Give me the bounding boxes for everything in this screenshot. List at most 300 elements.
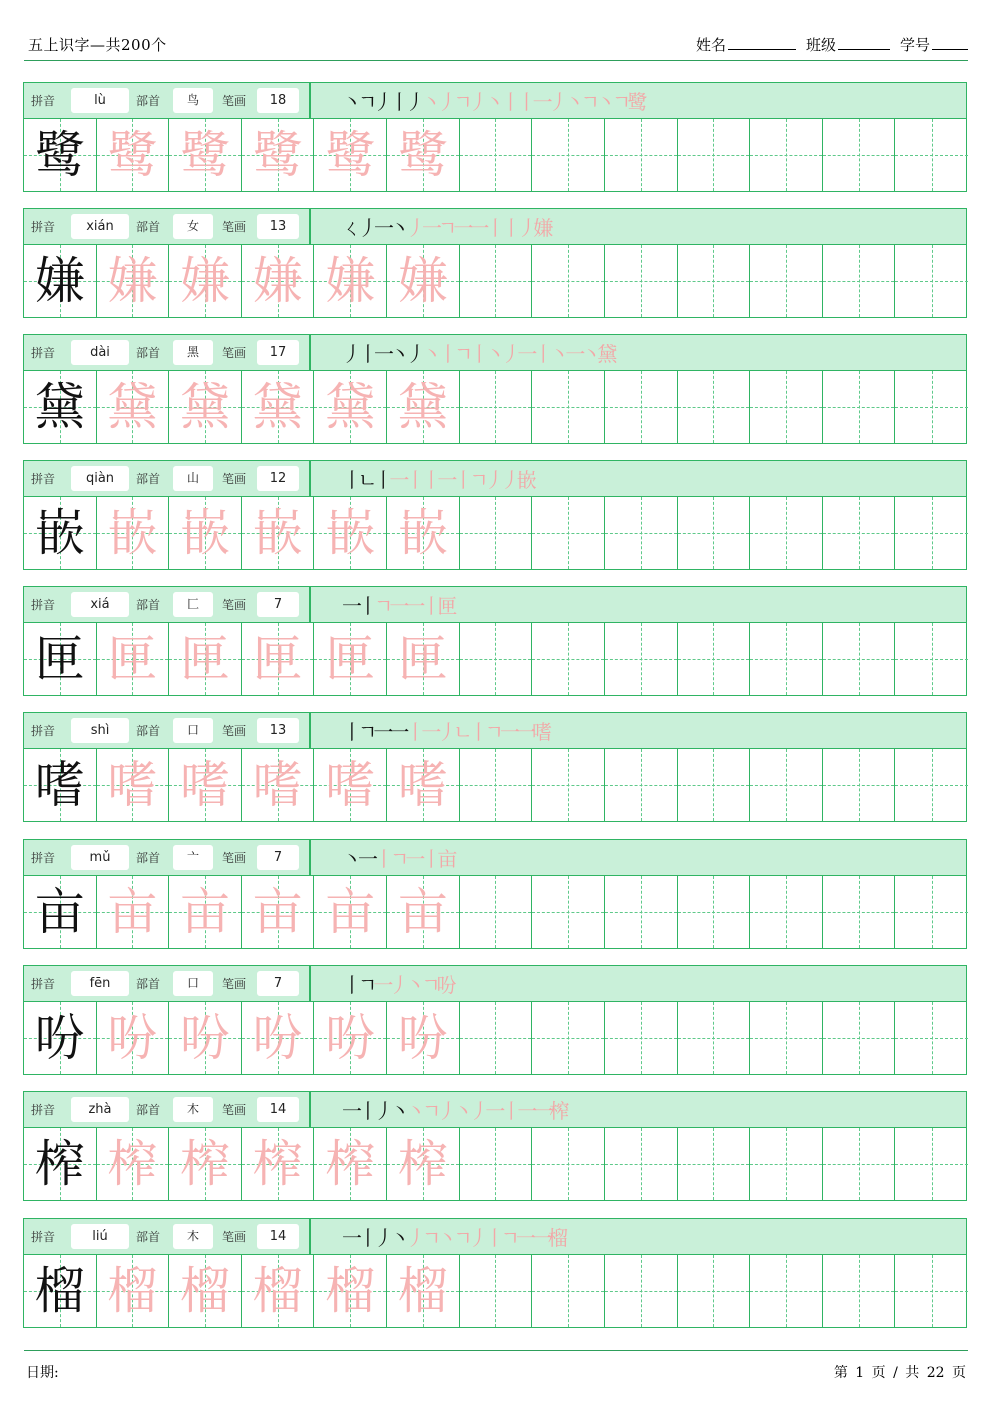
grid-guide-horizontal <box>678 912 750 913</box>
grid-guide-horizontal <box>460 785 532 786</box>
model-character: 榴 <box>34 1262 85 1320</box>
info-divider <box>309 1092 311 1127</box>
trace-character-cell <box>314 119 387 191</box>
trace-character-cell <box>169 1255 242 1327</box>
writing-grid <box>24 371 966 443</box>
blank-practice-cell[interactable] <box>678 119 751 191</box>
blank-practice-cell[interactable] <box>460 1128 533 1200</box>
stroke-count-label: 笔画 <box>222 1230 247 1244</box>
blank-practice-cell[interactable] <box>750 371 823 443</box>
trace-character: 匣 <box>107 630 158 688</box>
model-character-cell <box>24 876 97 948</box>
trace-character-cell <box>387 371 460 443</box>
writing-grid <box>24 119 966 191</box>
trace-character-cell <box>314 497 387 569</box>
blank-practice-cell[interactable] <box>532 119 605 191</box>
blank-practice-cell[interactable] <box>605 1002 678 1074</box>
blank-practice-cell[interactable] <box>678 1255 751 1327</box>
blank-practice-cell[interactable] <box>823 1002 896 1074</box>
character-block <box>23 208 967 318</box>
blank-practice-cell[interactable] <box>895 245 968 317</box>
blank-practice-cell[interactable] <box>823 876 896 948</box>
blank-practice-cell[interactable] <box>750 245 823 317</box>
trace-character: 吩 <box>252 1009 303 1067</box>
blank-practice-cell[interactable] <box>460 876 533 948</box>
blank-practice-cell[interactable] <box>460 749 533 821</box>
trace-character: 黛 <box>180 378 231 436</box>
grid-guide-horizontal <box>823 1038 895 1039</box>
trace-character: 榴 <box>397 1262 448 1320</box>
grid-guide-horizontal <box>678 785 750 786</box>
blank-practice-cell[interactable] <box>750 497 823 569</box>
trace-character-cell <box>97 876 170 948</box>
model-character: 榨 <box>34 1135 85 1193</box>
grid-guide-horizontal <box>750 785 822 786</box>
grid-guide-horizontal <box>605 659 677 660</box>
stroke-order-sequence: 丶一丨ㄱ一丨亩 <box>342 847 454 871</box>
pinyin-value: shì <box>71 718 129 743</box>
trace-character: 榴 <box>107 1262 158 1320</box>
trace-character: 榨 <box>325 1135 376 1193</box>
trace-character-cell <box>387 623 460 695</box>
pinyin-value: dài <box>71 340 129 365</box>
radical-label: 部首 <box>136 598 161 612</box>
blank-practice-cell[interactable] <box>605 119 678 191</box>
trace-character: 亩 <box>252 883 303 941</box>
grid-guide-horizontal <box>895 281 968 282</box>
stroke-count-label: 笔画 <box>222 220 247 234</box>
pinyin-label: 拼音 <box>31 472 56 486</box>
trace-character-cell <box>242 371 315 443</box>
grid-guide-horizontal <box>605 1164 677 1165</box>
blank-practice-cell[interactable] <box>678 876 751 948</box>
writing-grid <box>24 245 966 317</box>
trace-character: 嫌 <box>325 252 376 310</box>
blank-practice-cell[interactable] <box>460 245 533 317</box>
trace-character: 嗜 <box>180 756 231 814</box>
trace-character: 吩 <box>397 1009 448 1067</box>
trace-character-cell <box>314 876 387 948</box>
stroke-count-label: 笔画 <box>222 1103 247 1117</box>
blank-practice-cell[interactable] <box>895 497 968 569</box>
pinyin-value: xiá <box>71 592 129 617</box>
blank-practice-cell[interactable] <box>532 623 605 695</box>
character-block <box>23 839 967 949</box>
stroke-count-label: 笔画 <box>222 472 247 486</box>
grid-guide-horizontal <box>532 912 604 913</box>
grid-guide-horizontal <box>460 155 532 156</box>
trace-character-cell <box>314 1255 387 1327</box>
blank-practice-cell[interactable] <box>750 1255 823 1327</box>
blank-practice-cell[interactable] <box>678 1002 751 1074</box>
info-divider <box>309 83 311 118</box>
trace-character-cell <box>242 119 315 191</box>
info-divider <box>309 335 311 370</box>
character-block <box>23 82 967 192</box>
stroke-count-value: 13 <box>257 718 299 743</box>
blank-practice-cell[interactable] <box>532 876 605 948</box>
grid-guide-horizontal <box>460 659 532 660</box>
blank-practice-cell[interactable] <box>750 623 823 695</box>
stroke-count-label: 笔画 <box>222 598 247 612</box>
radical-value: 口 <box>173 971 213 996</box>
blank-practice-cell[interactable] <box>460 1002 533 1074</box>
blank-practice-cell[interactable] <box>895 749 968 821</box>
grid-guide-horizontal <box>823 533 895 534</box>
character-block <box>23 1091 967 1201</box>
trace-character-cell <box>97 497 170 569</box>
trace-character: 嗜 <box>252 756 303 814</box>
stroke-order-sequence: ㄑ丿一丶丿一ㄱ一一丨丨丿嫌 <box>342 216 550 240</box>
trace-character: 嗜 <box>107 756 158 814</box>
writing-grid <box>24 1002 966 1074</box>
grid-guide-horizontal <box>532 155 604 156</box>
trace-character: 亩 <box>107 883 158 941</box>
student-info-fields <box>696 34 968 55</box>
grid-guide-horizontal <box>823 1291 895 1292</box>
trace-character-cell <box>169 119 242 191</box>
model-character: 嫌 <box>34 252 85 310</box>
stroke-count-value: 7 <box>257 845 299 870</box>
blank-practice-cell[interactable] <box>460 119 533 191</box>
name-blank[interactable] <box>728 35 796 50</box>
character-block <box>23 586 967 696</box>
trace-character: 匣 <box>180 630 231 688</box>
trace-character-cell <box>97 119 170 191</box>
trace-character-cell <box>242 623 315 695</box>
trace-character-cell <box>242 749 315 821</box>
trace-character-cell <box>169 1002 242 1074</box>
grid-guide-horizontal <box>460 407 532 408</box>
page-number: 第 1 页 / 共 22 页 <box>833 1365 966 1381</box>
blank-practice-cell[interactable] <box>750 1002 823 1074</box>
pinyin-value: fēn <box>71 971 129 996</box>
blank-practice-cell[interactable] <box>605 497 678 569</box>
stroke-count-value: 13 <box>257 214 299 239</box>
blank-practice-cell[interactable] <box>895 1002 968 1074</box>
radical-value: 黑 <box>173 340 213 365</box>
blank-practice-cell[interactable] <box>895 876 968 948</box>
trace-character: 榨 <box>252 1135 303 1193</box>
character-info-bar <box>24 335 966 371</box>
trace-character-cell <box>387 1002 460 1074</box>
trace-character: 匣 <box>252 630 303 688</box>
radical-label: 部首 <box>136 977 161 991</box>
trace-character: 榨 <box>180 1135 231 1193</box>
stroke-count-label: 笔画 <box>222 346 247 360</box>
trace-character: 亩 <box>397 883 448 941</box>
model-character-cell <box>24 245 97 317</box>
trace-character-cell <box>169 1128 242 1200</box>
radical-label: 部首 <box>136 724 161 738</box>
grid-guide-horizontal <box>532 1291 604 1292</box>
writing-grid <box>24 749 966 821</box>
pinyin-label: 拼音 <box>31 598 56 612</box>
character-info-bar <box>24 209 966 245</box>
trace-character-cell <box>314 245 387 317</box>
info-divider <box>309 587 311 622</box>
blank-practice-cell[interactable] <box>460 497 533 569</box>
page-header <box>24 28 968 61</box>
blank-practice-cell[interactable] <box>678 749 751 821</box>
blank-practice-cell[interactable] <box>823 497 896 569</box>
number-blank[interactable] <box>932 35 968 50</box>
trace-character-cell <box>97 371 170 443</box>
model-character-cell <box>24 371 97 443</box>
trace-character: 嵌 <box>107 504 158 562</box>
blank-practice-cell[interactable] <box>895 371 968 443</box>
blank-practice-cell[interactable] <box>605 1128 678 1200</box>
character-block <box>23 965 967 1075</box>
grid-guide-horizontal <box>895 1164 968 1165</box>
grid-guide-horizontal <box>678 1291 750 1292</box>
trace-character-cell <box>169 497 242 569</box>
info-divider <box>309 209 311 244</box>
writing-grid <box>24 623 966 695</box>
grid-guide-horizontal <box>460 1164 532 1165</box>
grid-guide-horizontal <box>460 1038 532 1039</box>
trace-character-cell <box>242 876 315 948</box>
stroke-order-sequence: 丿丨一丶丿丶丨ㄱ丨丶丿一丨丶一丶黛 <box>342 342 614 366</box>
radical-label: 部首 <box>136 1230 161 1244</box>
grid-guide-horizontal <box>823 785 895 786</box>
grid-guide-horizontal <box>823 659 895 660</box>
writing-grid <box>24 1255 966 1327</box>
trace-character-cell <box>387 1255 460 1327</box>
grid-guide-horizontal <box>895 407 968 408</box>
stroke-count-label: 笔画 <box>222 977 247 991</box>
blank-practice-cell[interactable] <box>823 371 896 443</box>
grid-guide-horizontal <box>895 912 968 913</box>
trace-character-cell <box>97 749 170 821</box>
radical-label: 部首 <box>136 94 161 108</box>
blank-practice-cell[interactable] <box>605 623 678 695</box>
radical-label: 部首 <box>136 472 161 486</box>
trace-character: 榴 <box>252 1262 303 1320</box>
writing-grid <box>24 1128 966 1200</box>
stroke-count-value: 17 <box>257 340 299 365</box>
character-info-bar <box>24 1092 966 1128</box>
blank-practice-cell[interactable] <box>823 623 896 695</box>
radical-label: 部首 <box>136 1103 161 1117</box>
trace-character-cell <box>314 749 387 821</box>
blank-practice-cell[interactable] <box>532 749 605 821</box>
trace-character: 鹭 <box>397 126 448 184</box>
grid-guide-horizontal <box>750 659 822 660</box>
blank-practice-cell[interactable] <box>678 1128 751 1200</box>
pinyin-label: 拼音 <box>31 1230 56 1244</box>
radical-value: 女 <box>173 214 213 239</box>
grid-guide-horizontal <box>750 1038 822 1039</box>
grid-guide-horizontal <box>605 912 677 913</box>
stroke-count-label: 笔画 <box>222 724 247 738</box>
character-block <box>23 334 967 444</box>
blank-practice-cell[interactable] <box>895 623 968 695</box>
blank-practice-cell[interactable] <box>678 623 751 695</box>
grid-guide-horizontal <box>460 1291 532 1292</box>
blank-practice-cell[interactable] <box>895 119 968 191</box>
grid-guide-horizontal <box>532 281 604 282</box>
model-character-cell <box>24 497 97 569</box>
pinyin-label: 拼音 <box>31 346 56 360</box>
info-divider <box>309 966 311 1001</box>
trace-character: 鹭 <box>325 126 376 184</box>
number-field[interactable] <box>900 34 968 55</box>
info-divider <box>309 461 311 496</box>
trace-character-cell <box>387 749 460 821</box>
pinyin-value: lù <box>71 88 129 113</box>
class-label: 班级 <box>805 36 836 54</box>
class-field[interactable] <box>806 34 890 55</box>
class-blank[interactable] <box>838 35 890 50</box>
blank-practice-cell[interactable] <box>605 876 678 948</box>
stroke-count-value: 7 <box>257 971 299 996</box>
grid-guide-horizontal <box>678 1038 750 1039</box>
pinyin-label: 拼音 <box>31 94 56 108</box>
name-label: 姓名 <box>695 36 726 54</box>
grid-guide-horizontal <box>532 1038 604 1039</box>
blank-practice-cell[interactable] <box>460 623 533 695</box>
trace-character-cell <box>97 1128 170 1200</box>
radical-value: 山 <box>173 466 213 491</box>
trace-character: 嫌 <box>107 252 158 310</box>
grid-guide-horizontal <box>678 1164 750 1165</box>
model-character-cell <box>24 1255 97 1327</box>
trace-character: 嗜 <box>397 756 448 814</box>
grid-guide-horizontal <box>895 659 968 660</box>
radical-value: 木 <box>173 1097 213 1122</box>
blank-practice-cell[interactable] <box>532 1128 605 1200</box>
grid-guide-horizontal <box>823 1164 895 1165</box>
blank-practice-cell[interactable] <box>895 1128 968 1200</box>
grid-guide-horizontal <box>750 1164 822 1165</box>
grid-guide-horizontal <box>678 659 750 660</box>
trace-character: 黛 <box>397 378 448 436</box>
character-info-bar <box>24 1219 966 1255</box>
blank-practice-cell[interactable] <box>823 749 896 821</box>
model-character: 黛 <box>34 378 85 436</box>
grid-guide-horizontal <box>823 281 895 282</box>
name-field[interactable] <box>696 34 796 55</box>
model-character: 嵌 <box>34 504 85 562</box>
blank-practice-cell[interactable] <box>823 245 896 317</box>
model-character-cell <box>24 749 97 821</box>
trace-character: 嫌 <box>397 252 448 310</box>
stroke-count-value: 18 <box>257 88 299 113</box>
blank-practice-cell[interactable] <box>605 1255 678 1327</box>
blank-practice-cell[interactable] <box>750 749 823 821</box>
character-info-bar <box>24 83 966 119</box>
trace-character: 榴 <box>325 1262 376 1320</box>
blank-practice-cell[interactable] <box>460 371 533 443</box>
model-character: 吩 <box>34 1009 85 1067</box>
trace-character-cell <box>97 1002 170 1074</box>
trace-character: 吩 <box>325 1009 376 1067</box>
stroke-order-sequence: 一丨丿丶丶ㄱ丿丶丿一丨一一榨 <box>342 1099 566 1123</box>
trace-character-cell <box>169 371 242 443</box>
model-character-cell <box>24 1002 97 1074</box>
trace-character-cell <box>169 749 242 821</box>
trace-character-cell <box>242 497 315 569</box>
trace-character-cell <box>314 623 387 695</box>
blank-practice-cell[interactable] <box>823 1128 896 1200</box>
character-info-bar <box>24 587 966 623</box>
blank-practice-cell[interactable] <box>605 245 678 317</box>
grid-guide-horizontal <box>750 533 822 534</box>
blank-practice-cell[interactable] <box>750 876 823 948</box>
model-character: 匣 <box>34 630 85 688</box>
grid-guide-horizontal <box>750 912 822 913</box>
stroke-count-value: 14 <box>257 1097 299 1122</box>
model-character-cell <box>24 119 97 191</box>
number-label: 学号 <box>899 36 930 54</box>
blank-practice-cell[interactable] <box>532 245 605 317</box>
grid-guide-horizontal <box>532 407 604 408</box>
pinyin-value: xián <box>71 214 129 239</box>
trace-character: 嵌 <box>180 504 231 562</box>
model-character-cell <box>24 1128 97 1200</box>
grid-guide-horizontal <box>750 155 822 156</box>
grid-guide-horizontal <box>532 659 604 660</box>
model-character: 鹭 <box>34 126 85 184</box>
blank-practice-cell[interactable] <box>678 245 751 317</box>
grid-guide-horizontal <box>823 155 895 156</box>
character-block <box>23 460 967 570</box>
trace-character: 嫌 <box>252 252 303 310</box>
grid-guide-horizontal <box>895 785 968 786</box>
pinyin-label: 拼音 <box>31 220 56 234</box>
character-info-bar <box>24 966 966 1002</box>
blank-practice-cell[interactable] <box>895 1255 968 1327</box>
blank-practice-cell[interactable] <box>823 1255 896 1327</box>
trace-character: 吩 <box>107 1009 158 1067</box>
stroke-count-value: 12 <box>257 466 299 491</box>
trace-character-cell <box>314 1002 387 1074</box>
blank-practice-cell[interactable] <box>460 1255 533 1327</box>
blank-practice-cell[interactable] <box>605 749 678 821</box>
pinyin-label: 拼音 <box>31 977 56 991</box>
trace-character-cell <box>387 119 460 191</box>
grid-guide-horizontal <box>605 1038 677 1039</box>
blank-practice-cell[interactable] <box>605 371 678 443</box>
grid-guide-horizontal <box>460 281 532 282</box>
info-divider <box>309 713 311 748</box>
blank-practice-cell[interactable] <box>678 497 751 569</box>
radical-value: 木 <box>173 1224 213 1249</box>
grid-guide-horizontal <box>750 281 822 282</box>
blank-practice-cell[interactable] <box>532 1002 605 1074</box>
trace-character-cell <box>387 497 460 569</box>
blank-practice-cell[interactable] <box>532 1255 605 1327</box>
blank-practice-cell[interactable] <box>823 119 896 191</box>
blank-practice-cell[interactable] <box>532 497 605 569</box>
trace-character-cell <box>169 623 242 695</box>
writing-grid <box>24 876 966 948</box>
blank-practice-cell[interactable] <box>750 1128 823 1200</box>
radical-label: 部首 <box>136 346 161 360</box>
blank-practice-cell[interactable] <box>532 371 605 443</box>
pinyin-label: 拼音 <box>31 1103 56 1117</box>
trace-character: 鹭 <box>107 126 158 184</box>
blank-practice-cell[interactable] <box>750 119 823 191</box>
model-character-cell <box>24 623 97 695</box>
blank-practice-cell[interactable] <box>678 371 751 443</box>
writing-grid <box>24 497 966 569</box>
grid-guide-horizontal <box>532 785 604 786</box>
trace-character: 嫌 <box>180 252 231 310</box>
grid-guide-horizontal <box>895 1038 968 1039</box>
trace-character: 榨 <box>107 1135 158 1193</box>
